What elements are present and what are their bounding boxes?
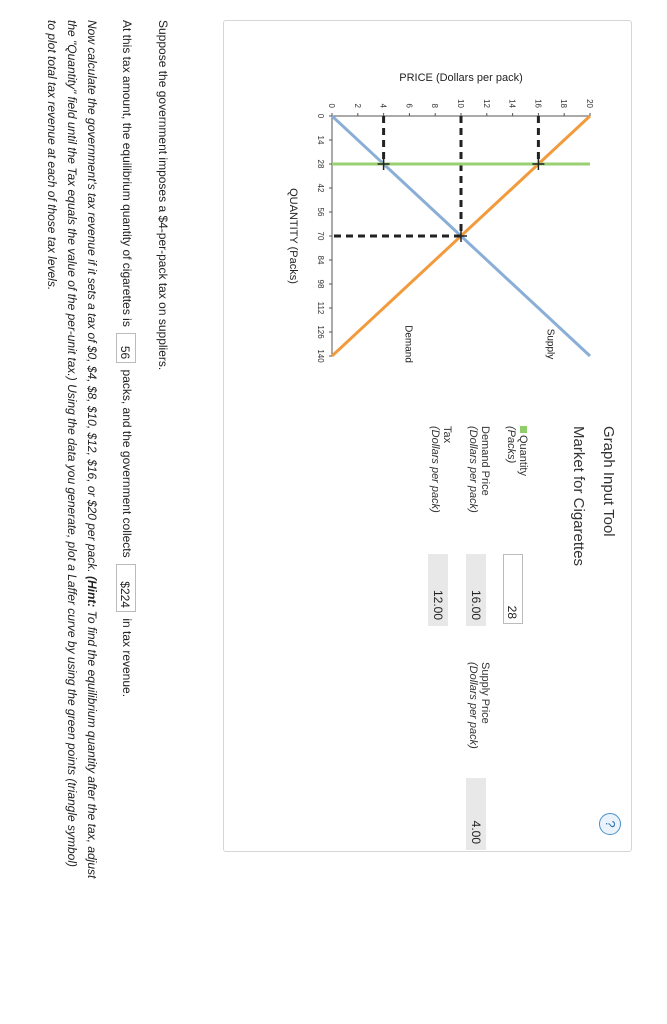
- question-line: At this tax amount, the equilibrium quantity of cigarettes is 56 packs, and the government collects $224 in tax revenue.: [116, 20, 136, 697]
- y-tick-label: 12: [481, 99, 491, 108]
- graph-input-tool: [331, 426, 631, 851]
- tool-title: Graph Input Tool: [600, 426, 617, 537]
- x-tick-label: 14: [316, 135, 325, 145]
- supply-price-label: Supply Price (Dollars per pack): [467, 662, 491, 749]
- x-tick-label: 140: [316, 349, 325, 363]
- x-tick-label: 126: [316, 325, 325, 339]
- y-tick-label: 0: [327, 103, 336, 108]
- graph-panel: [223, 20, 632, 852]
- y-tick-label: 18: [559, 99, 569, 108]
- x-tick-label: 70: [316, 231, 325, 241]
- y-tick-label: 6: [404, 103, 414, 108]
- help-icon[interactable]: ?: [599, 813, 621, 835]
- x-tick-label: 0: [316, 113, 325, 119]
- y-tick-label: 16: [533, 99, 543, 108]
- tax-label: Tax (Dollars per pack): [429, 426, 453, 513]
- x-axis-label: QUANTITY (Packs): [287, 188, 299, 284]
- supply-demand-graph: [224, 21, 631, 426]
- equilibrium-quantity-answer[interactable]: 56: [116, 333, 136, 363]
- x-tick-label: 42: [316, 183, 325, 193]
- instructions: Now calculate the government's tax revenue if it sets a tax of $0, $4, $8, $10, $12, $16, or $20 per pack. (Hint: To find the equilibrium quantity after the tax, adjust the "Quantity" field until the Tax equals the value of the per-unit tax.) Using the data you generate, plot a Laffer curve by using the green points (triangle symbol) to plot total tax revenue at each of those tax levels.: [45, 20, 99, 879]
- y-tick-label: 10: [456, 99, 465, 108]
- x-tick-label: 84: [316, 255, 325, 265]
- supply-label: Supply: [544, 328, 556, 360]
- y-axis-label: PRICE (Dollars per pack): [399, 72, 523, 84]
- demand-price-value: 16.00: [466, 554, 486, 626]
- x-tick-label: 28: [316, 159, 325, 169]
- x-tick-label: 56: [316, 207, 325, 217]
- y-tick-label: 20: [585, 99, 594, 108]
- x-tick-label: 112: [316, 301, 325, 315]
- demand-label: Demand: [402, 325, 414, 363]
- tax-value: 12.00: [428, 554, 448, 626]
- x-tick-label: 98: [316, 279, 325, 289]
- question-intro: Suppose the government imposes a $4-per-pack tax on suppliers.: [156, 20, 170, 371]
- supply-price-value: 4.00: [466, 778, 486, 850]
- y-tick-label: 2: [352, 103, 362, 108]
- y-tick-label: 4: [378, 103, 388, 108]
- y-tick-label: 14: [507, 99, 517, 108]
- demand-price-label: Demand Price (Dollars per pack): [467, 426, 491, 513]
- market-title: Market for Cigarettes: [570, 426, 587, 567]
- quantity-swatch-icon: [520, 426, 527, 433]
- y-tick-label: 8: [430, 103, 440, 108]
- quantity-label: Quantity (Packs): [505, 426, 529, 476]
- tax-revenue-answer[interactable]: $224: [116, 564, 136, 612]
- hint-label: (Hint:: [85, 575, 99, 608]
- quantity-input[interactable]: 28: [503, 554, 523, 624]
